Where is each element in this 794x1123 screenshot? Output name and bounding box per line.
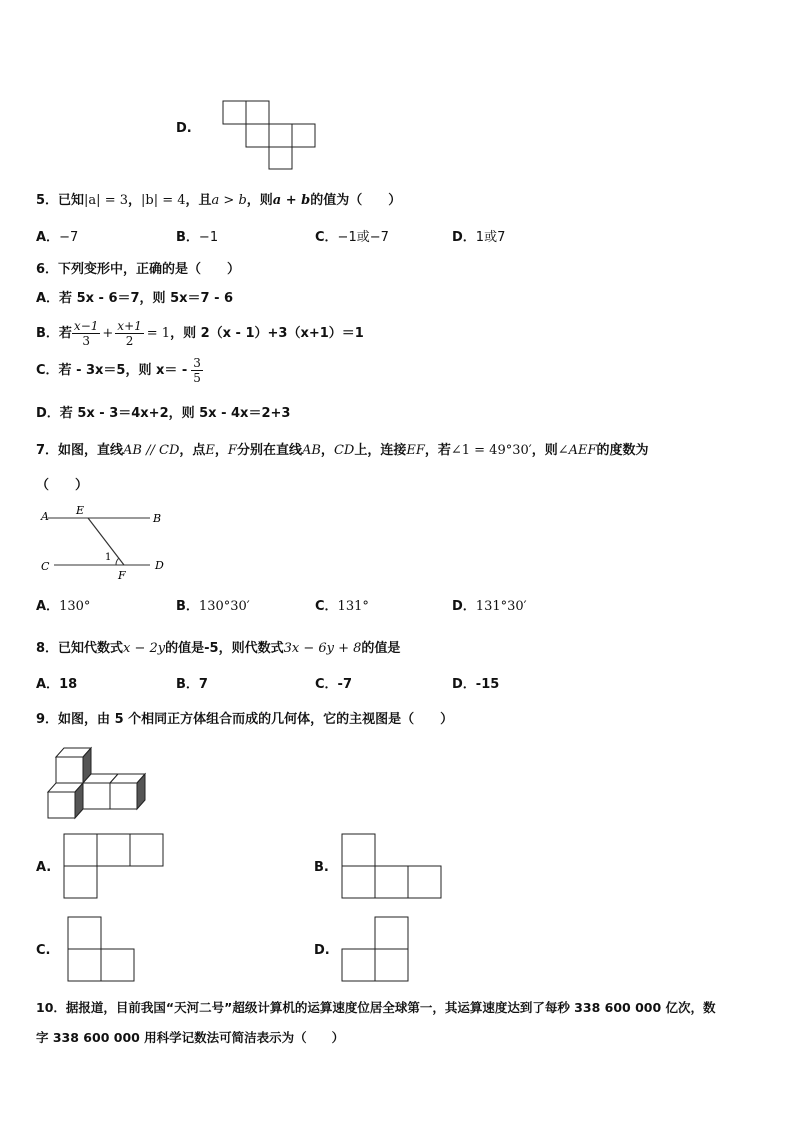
q7-point-f: F: [227, 443, 237, 458]
label-f: F: [118, 569, 126, 582]
q8-expression-1: x − 2y: [123, 641, 166, 656]
option-text: -7: [337, 677, 352, 692]
q8-text: 8．已知代数式: [36, 641, 124, 656]
q4-option-d-net-figure: [222, 100, 318, 170]
label-angle-1: 1: [105, 552, 112, 563]
option-text: 1或7: [475, 230, 506, 245]
q9-option-d-label[interactable]: D.: [314, 943, 330, 958]
q7-option-d[interactable]: [452, 599, 527, 615]
q10-stem-line-2: 字 338 600 000 用科学记数法可简洁表示为（ ）: [36, 1030, 345, 1045]
q9-option-b-view[interactable]: [340, 833, 444, 899]
option-label: A．: [36, 599, 60, 614]
q8-option-d[interactable]: [452, 677, 499, 693]
q7-text: ，点: [179, 443, 206, 458]
fraction: [191, 356, 203, 385]
option-text: −7: [59, 230, 79, 245]
equals-one: = 1: [146, 325, 171, 341]
q6-option-b[interactable]: [36, 319, 364, 348]
fraction-numerator: x+1: [117, 319, 142, 333]
q9-option-b-label[interactable]: B.: [314, 860, 329, 875]
label-c: C: [41, 560, 50, 573]
q7-segment-ef: EF: [406, 443, 425, 458]
fraction: [72, 319, 100, 348]
fraction-numerator: 3: [193, 356, 201, 370]
q6-b-post: ，则 2（x - 1）+3（x+1）＝1: [170, 325, 364, 341]
label-a: A: [41, 510, 49, 523]
q7-option-a[interactable]: [36, 599, 90, 615]
fraction-denominator: 3: [82, 334, 90, 348]
q7-stem: [36, 443, 649, 459]
option-label: A．: [36, 230, 60, 245]
option-text: 130°30′: [198, 599, 250, 614]
q5-option-c[interactable]: [315, 230, 389, 246]
q9-cube-solid-figure: [44, 745, 152, 821]
option-text: −1或−7: [337, 230, 389, 245]
q9-option-a-view[interactable]: [62, 833, 166, 899]
q7-answer-paren: （ ）: [36, 478, 89, 493]
option-label: D．: [452, 599, 476, 614]
q8-option-b[interactable]: [176, 677, 208, 693]
q7-text: ，: [214, 443, 228, 458]
option-label: D．: [452, 230, 476, 245]
option-text: 131°: [337, 599, 369, 614]
q7-text: 上，连接: [354, 443, 407, 458]
fraction-numerator: x−1: [73, 319, 99, 333]
option-text: 18: [59, 677, 78, 692]
q9-stem: 9．如图，由 5 个相同正方体组合而成的几何体，它的主视图是（ ）: [36, 712, 454, 727]
q8-option-c[interactable]: [315, 677, 352, 693]
q7-text: 的度数为: [596, 443, 649, 458]
option-label: B．: [176, 677, 199, 692]
fraction: [115, 319, 143, 348]
q7-line-cd: CD: [333, 443, 355, 458]
fraction-denominator: 5: [193, 371, 201, 385]
q6-option-c[interactable]: [36, 356, 203, 385]
q5-option-d[interactable]: [452, 230, 505, 246]
fraction-denominator: 2: [125, 334, 134, 348]
option-label: B．: [176, 599, 199, 614]
q7-text: ，: [320, 443, 334, 458]
label-e: E: [76, 504, 85, 517]
q7-option-b[interactable]: [176, 599, 250, 615]
q6-c-prefix: C．若 - 3x＝5，则 x＝ -: [36, 362, 188, 378]
q5-sep: ，: [128, 193, 142, 208]
option-text: 130°: [59, 599, 91, 614]
option-text: 7: [198, 677, 208, 692]
option-text: −1: [198, 230, 219, 245]
q7-point-e: E: [205, 443, 215, 458]
q5-tail: 的值为（ ）: [310, 193, 402, 208]
q8-text: 的值是-5，则代数式: [165, 641, 284, 656]
q8-option-a[interactable]: [36, 677, 77, 693]
q7-angle-aef: ∠AEF: [557, 443, 597, 458]
option-label: C．: [315, 599, 338, 614]
q4-option-d-label: D.: [176, 121, 192, 136]
option-label: D．: [452, 677, 476, 692]
q6-option-d[interactable]: D．若 5x - 3＝4x+2，则 5x - 4x＝2+3: [36, 406, 291, 421]
q9-option-a-label[interactable]: A.: [36, 860, 52, 875]
q7-parallel: AB // CD: [123, 443, 180, 458]
q8-text: 的值是: [361, 641, 401, 656]
q9-option-c-label[interactable]: C.: [36, 943, 51, 958]
q7-option-c[interactable]: [315, 599, 369, 615]
q7-parallel-lines-figure: [38, 504, 172, 584]
q5-sum: a + b: [272, 193, 311, 208]
q6-b-prefix: B．若: [36, 325, 72, 341]
q7-angle-1: ∠1 = 49°30′: [450, 443, 532, 458]
q9-option-c-view[interactable]: [66, 916, 138, 982]
q6-option-a[interactable]: A．若 5x - 6＝7，则 5x＝7 - 6: [36, 291, 234, 306]
q5-option-a[interactable]: [36, 230, 78, 246]
q9-option-d-view[interactable]: [340, 916, 412, 982]
option-text: -15: [475, 677, 500, 692]
option-label: A．: [36, 677, 60, 692]
q8-stem: [36, 641, 400, 657]
q5-abs-a: |a| = 3: [84, 193, 128, 208]
q5-stem: [36, 193, 401, 209]
q5-then: ，则: [246, 193, 273, 208]
q5-abs-b: |b| = 4: [141, 193, 186, 208]
q5-condition: a > b: [211, 193, 247, 208]
option-text: 131°30′: [475, 599, 527, 614]
option-label: B．: [176, 230, 199, 245]
q5-prefix: 5．已知: [36, 193, 85, 208]
q6-stem: 6．下列变形中，正确的是（ ）: [36, 262, 241, 277]
label-d: D: [155, 559, 164, 572]
q5-mid: ，且: [185, 193, 212, 208]
q7-text: 分别在直线: [236, 443, 302, 458]
q7-text: ，若: [424, 443, 451, 458]
option-label: C．: [315, 230, 338, 245]
q5-option-b[interactable]: [176, 230, 218, 246]
q8-expression-2: 3x − 6y + 8: [283, 641, 362, 656]
plus-sign: +: [102, 325, 114, 341]
q7-text: ，则: [531, 443, 558, 458]
label-b: B: [153, 512, 162, 525]
q7-line-ab: AB: [301, 443, 321, 458]
q10-stem-line-1: 10．据报道，目前我国“天河二号”超级计算机的运算速度位居全球第一，其运算速度达到了每秒 338 600 000 亿次，数: [36, 1000, 716, 1015]
q7-text: 7．如图，直线: [36, 443, 124, 458]
option-label: C．: [315, 677, 338, 692]
